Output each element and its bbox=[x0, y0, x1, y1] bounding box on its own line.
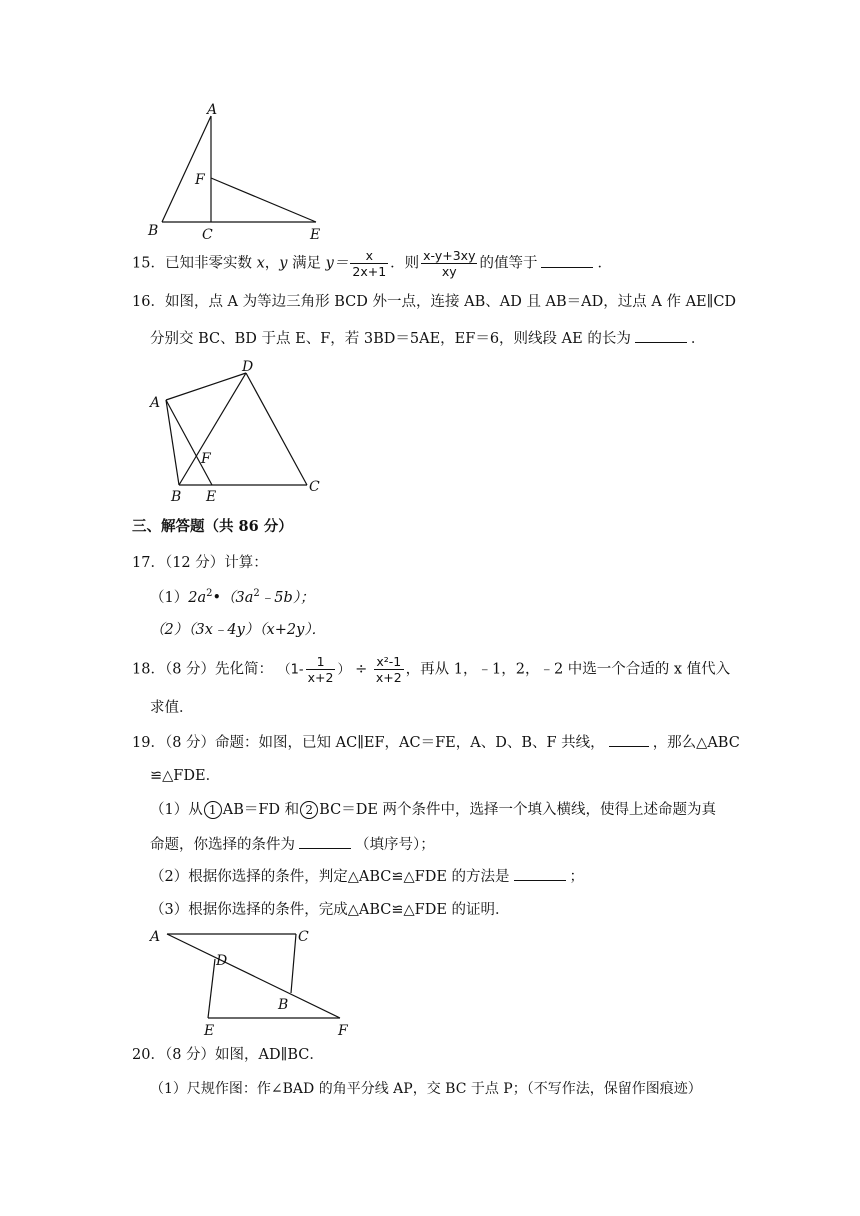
question-19-part1-line2: 命题，你选择的条件为 （填序号）； bbox=[150, 834, 435, 855]
circled-one-icon: 1 bbox=[204, 801, 222, 819]
label-f: F bbox=[201, 451, 211, 467]
question-20-part1: （1）尺规作图：作∠BAD 的角平分线 AP，交 BC 于点 P；（不写作法，保留作图痕迹） bbox=[150, 1081, 702, 1097]
label-b: B bbox=[171, 489, 182, 505]
segment-de bbox=[208, 959, 215, 1018]
question-16-line2: 分别交 BC、BD 于点 E、F，若 3BD＝5AE，EF＝6，则线段 AE 的长为 ． bbox=[150, 328, 705, 349]
question-15: 15．已知非零实数 x，y 满足 y＝ $\frac{x}{2x+1}$ ．则 $\frac{x-y+3xy}{xy}$ 的值等于 ． bbox=[132, 248, 612, 279]
label-f: F bbox=[195, 172, 205, 188]
fraction-expression: $\frac{x-y+3xy}{xy}$ bbox=[423, 248, 476, 279]
question-19-part3: （3）根据你选择的条件，完成△ABC≌△FDE 的证明． bbox=[150, 902, 510, 918]
question-18-line2: 求值． bbox=[150, 700, 194, 716]
figure-triangle-abfce bbox=[140, 100, 340, 245]
label-b: B bbox=[278, 997, 289, 1013]
label-a: A bbox=[207, 102, 218, 118]
fraction-1-over-x2: $\frac{1}{x+2}$ bbox=[307, 654, 334, 685]
question-17-part2: （2）（3x﹣4y）（x+2y）． bbox=[150, 622, 327, 638]
segment-dc bbox=[246, 373, 307, 485]
question-19-line2: ≌△FDE． bbox=[150, 768, 221, 784]
question-19-part2: （2）根据你选择的条件，判定△ABC≌△FDE 的方法是 ； bbox=[150, 866, 584, 887]
question-17-part1: $(1)2a^2•(3a^2﹣5b)$； bbox=[150, 588, 315, 606]
question-16-line1: 16．如图，点 A 为等边三角形 BCD 外一点，连接 AB、AD 且 AB＝AD，过点 A 作 AE∥CD bbox=[132, 294, 737, 310]
question-20-stem: 20．（8 分）如图，AD∥BC． bbox=[132, 1047, 324, 1063]
question-17-stem: 17．（12 分）计算： bbox=[132, 555, 268, 571]
fraction-x2-1-over-x2: $\frac{\text{x²-1}}{x+2}$ bbox=[375, 654, 402, 685]
label-e: E bbox=[206, 489, 217, 505]
answer-blank bbox=[609, 732, 649, 747]
segment-cb bbox=[291, 934, 296, 993]
segment-ad bbox=[166, 373, 246, 400]
segment-fe bbox=[211, 178, 316, 222]
label-e: E bbox=[310, 227, 321, 243]
circled-two-icon: 2 bbox=[300, 801, 318, 819]
answer-blank bbox=[514, 866, 566, 881]
question-18-line1: 18．（8 分）先化简： （1- $\frac{1}{x+2}$ ） ÷ $\frac{\text{x²-1}}{x+2}$ ，再从 1，﹣1，2，﹣2 中选一个合适的 x 值代入 bbox=[132, 654, 731, 685]
label-a: A bbox=[150, 395, 161, 411]
question-19-line1: 19．（8 分）命题：如图，已知 AC∥EF，AC＝FE，A、D、B、F 共线， ，那么△ABC bbox=[132, 732, 740, 753]
question-19-part1-line1: （1）从 1 AB＝FD 和 2 BC＝DE 两个条件中，选择一个填入横线，使得上述命题为真 bbox=[150, 802, 717, 818]
label-b: B bbox=[148, 223, 159, 239]
answer-blank bbox=[541, 253, 593, 268]
figure-equilateral-bcd bbox=[140, 355, 340, 505]
segment-af bbox=[167, 934, 340, 1018]
segment-bd bbox=[179, 373, 246, 485]
label-c: C bbox=[309, 479, 320, 495]
label-a: A bbox=[150, 929, 161, 945]
label-d: D bbox=[242, 359, 254, 375]
label-d: D bbox=[216, 953, 228, 969]
label-e: E bbox=[204, 1023, 215, 1039]
label-c: C bbox=[202, 227, 213, 243]
figure-parallelogram-adbf bbox=[140, 925, 370, 1040]
fraction-x-over-2x1: $\frac{x}{2x+1}$ bbox=[352, 248, 387, 279]
answer-blank bbox=[635, 328, 687, 343]
segment-ab bbox=[162, 116, 211, 222]
section-3-title: 三、解答题（共 86 分） bbox=[132, 518, 293, 535]
label-c: C bbox=[298, 929, 309, 945]
answer-blank bbox=[299, 834, 351, 849]
label-f: F bbox=[338, 1023, 348, 1039]
